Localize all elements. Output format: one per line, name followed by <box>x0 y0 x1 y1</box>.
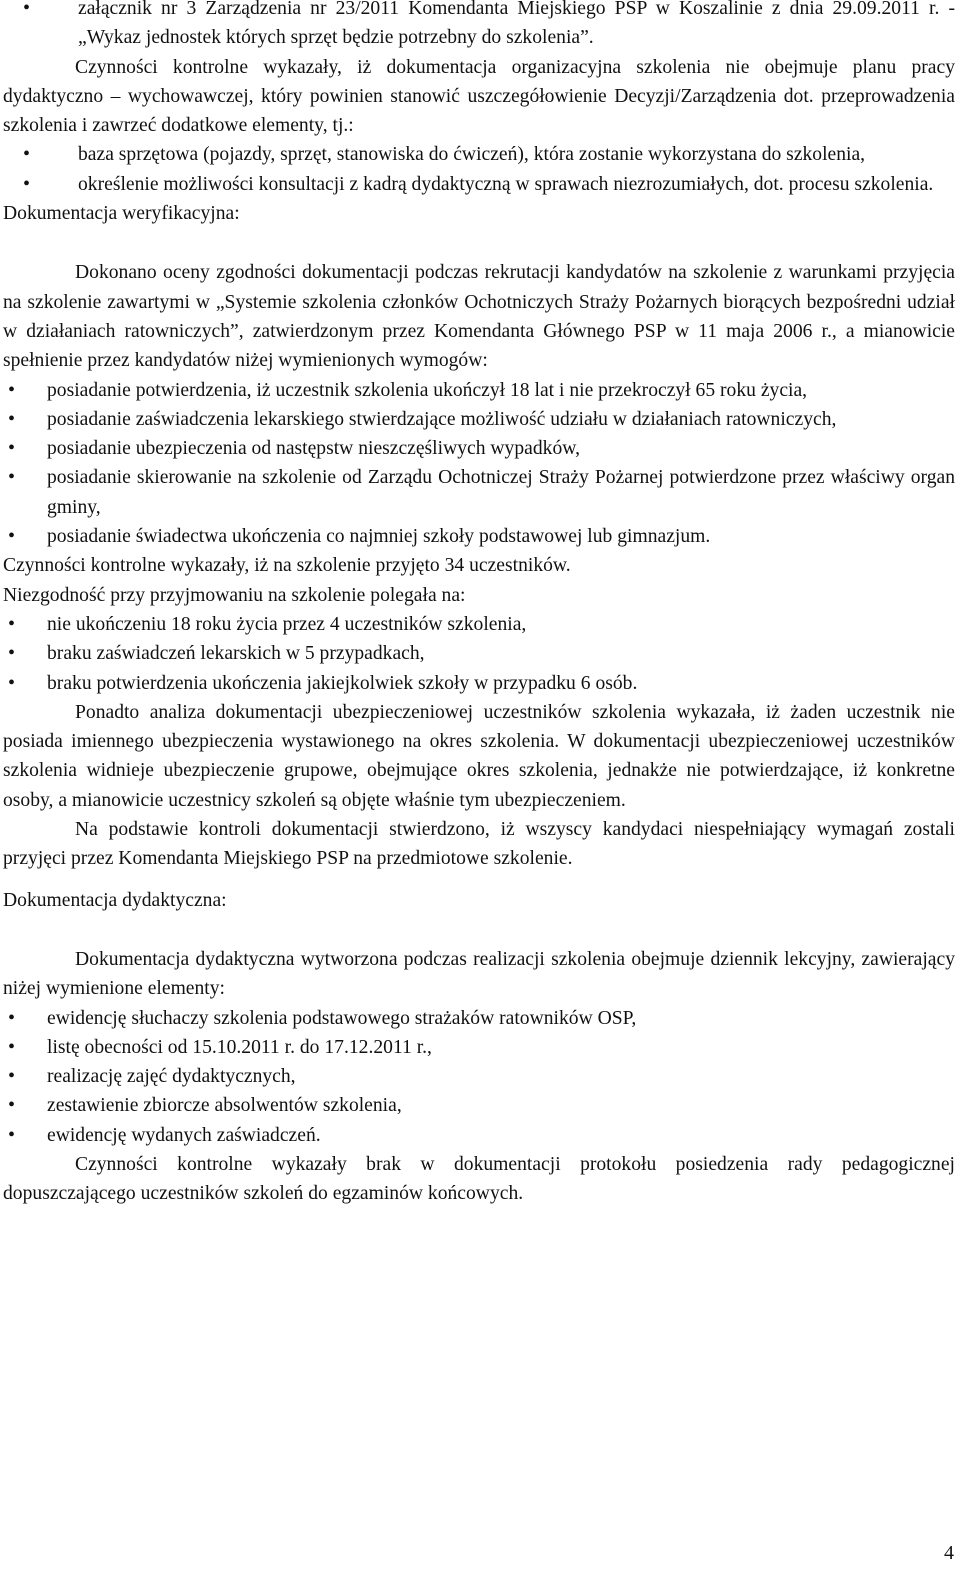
requirements-list <box>3 376 955 552</box>
nonconformity-list <box>3 610 955 698</box>
list-item: • ewidencję słuchaczy szkolenia podstawowego strażaków ratowników OSP, <box>3 1004 955 1033</box>
document-page <box>3 0 955 1209</box>
list-item: • braku potwierdzenia ukończenia jakiejkolwiek szkoły w przypadku 6 osób. <box>3 669 955 698</box>
attachments-list <box>3 0 955 53</box>
paragraph-final-finding: Czynności kontrolne wykazały brak w dokumentacji protokołu posiedzenia rady pedagogicznej dopuszczającego uczestników szkoleń do egzaminów końcowych. <box>3 1153 955 1205</box>
list-item: • załącznik nr 3 Zarządzenia nr 23/2011 Komendanta Miejskiego PSP w Koszalinie z dnia 29.09.2011 r. - „Wykaz jednostek których sprzęt będzie potrzebny do szkolenia”. <box>3 0 955 53</box>
paragraph-participants-count: Czynności kontrolne wykazały, iż na szkolenie przyjęto 34 uczestników. <box>3 555 571 577</box>
paragraph-insurance: Ponadto analiza dokumentacji ubezpieczeniowej uczestników szkolenia wykazała, iż żaden uczestnik nie posiada imiennego ubezpieczenia wystawionego na okres szkolenia. W dokumentacji ubezpieczeniowej uczestników szkolenia widnieje ubezpieczenie grupowe, obejmujące okres szkolenia, jednakże nie potwierdzające, iż konkretne osoby, a mianowicie uczestnicy szkoleń są objęte właśnie tym ubezpieczeniem. <box>3 701 955 811</box>
list-item: • listę obecności od 15.10.2011 r. do 17.12.2011 r., <box>3 1033 955 1062</box>
list-item: • posiadanie skierowanie na szkolenie od Zarządu Ochotniczej Straży Pożarnej potwierdzone przez właściwy organ gminy, <box>3 463 955 522</box>
paragraph-nonconformity-intro: Niezgodność przy przyjmowaniu na szkolenie polegała na: <box>3 584 466 606</box>
list-item: • posiadanie potwierdzenia, iż uczestnik szkolenia ukończył 18 lat i nie przekroczył 65 roku życia, <box>3 376 955 405</box>
paragraph-verification: Dokonano oceny zgodności dokumentacji podczas rekrutacji kandydatów na szkolenie z warunkami przyjęcia na szkolenie zawartymi w „Systemie szkolenia członków Ochotniczych Straży Pożarnych biorących bezpośredni udział w działaniach ratowniczych”, zatwierdzonym przez Komendanta Głównego PSP w 11 maja 2006 r., a mianowicie spełnienie przez kandydatów niżej wymienionych wymogów: <box>3 262 955 372</box>
list-item: • baza sprzętowa (pojazdy, sprzęt, stanowiska do ćwiczeń), która zostanie wykorzystana do szkolenia, <box>3 140 955 169</box>
list-item: • zestawienie zbiorcze absolwentów szkolenia, <box>3 1091 955 1120</box>
list-item: • braku zaświadczeń lekarskich w 5 przypadkach, <box>3 639 955 668</box>
missing-elements-list <box>3 140 955 199</box>
list-item: • posiadanie świadectwa ukończenia co najmniej szkoły podstawowej lub gimnazjum. <box>3 522 955 551</box>
list-item: • posiadanie zaświadczenia lekarskiego stwierdzające możliwość udziału w działaniach ratowniczych, <box>3 405 955 434</box>
paragraph-didactic: Dokumentacja dydaktyczna wytworzona podczas realizacji szkolenia obejmuje dziennik lekcyjny, zawierający niżej wymienione elementy: <box>3 948 955 1000</box>
list-item: • posiadanie ubezpieczenia od następstw nieszczęśliwych wypadków, <box>3 434 955 463</box>
list-item: • określenie możliwości konsultacji z kadrą dydaktyczną w sprawach niezrozumiałych, dot. procesu szkolenia. <box>3 170 955 199</box>
logbook-elements-list <box>3 1004 955 1150</box>
paragraph-organizational-findings: Czynności kontrolne wykazały, iż dokumentacja organizacyjna szkolenia nie obejmuje planu pracy dydaktyczno – wychowawczej, który powinien stanowić uszczegółowienie Decyzji/Zarządzenia dot. przeprowadzenia szkolenia i zawrzeć dodatkowe elementy, tj.: <box>3 56 955 137</box>
page-number: 4 <box>944 1541 954 1564</box>
heading-verification-docs: Dokumentacja weryfikacyjna: <box>3 203 240 225</box>
list-item: • ewidencję wydanych zaświadczeń. <box>3 1121 955 1150</box>
list-item: • nie ukończeniu 18 roku życia przez 4 uczestników szkolenia, <box>3 610 955 639</box>
paragraph-admission-conclusion: Na podstawie kontroli dokumentacji stwierdzono, iż wszyscy kandydaci niespełniający wymagań zostali przyjęci przez Komendanta Miejskiego PSP na przedmiotowe szkolenie. <box>3 819 955 870</box>
list-item: • realizację zajęć dydaktycznych, <box>3 1062 955 1091</box>
heading-didactic-docs: Dokumentacja dydaktyczna: <box>3 889 227 911</box>
